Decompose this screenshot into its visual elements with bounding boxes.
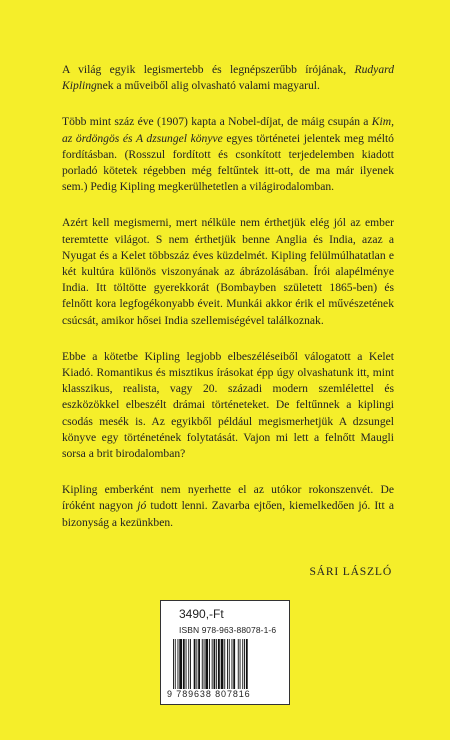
barcode-label <box>160 600 290 705</box>
barcode-bar <box>205 639 208 689</box>
author-name: Rudyard Kipling <box>62 63 394 93</box>
barcode-bar <box>194 639 196 689</box>
barcode-bar <box>238 639 239 689</box>
blurb-paragraph-4: Ebbe a kötetbe Kipling legjobb elbeszéléseiből válogatott a Kelet Kiadó. Romantikus és misztikus írásokat épp úgy olvashatunk itt, mint klasszikus, realista, vagy 20. századi modern szemlélettel és eszközökkel elbeszélt drámai történeteket. De feltűnnek a kiplingi csodás mesék is. Az egyikből például megismerhetjük A dzsungel könyve egy történetének folytatását. Vajon mi lett a felnőtt Maugli sorsa a brit birodalomban? <box>62 349 394 461</box>
barcode-bar <box>178 639 179 689</box>
barcode-bar <box>198 639 200 689</box>
barcode-digits: 9 789638 807816 <box>167 689 251 699</box>
barcode-icon <box>173 639 279 689</box>
book-title-kim: Kim, az ördöngös <box>62 115 394 145</box>
barcode-bar <box>224 639 225 689</box>
barcode-bar <box>173 639 174 689</box>
barcode-bar <box>229 639 230 689</box>
price-label: 3490,-Ft <box>179 607 224 621</box>
barcode-bar <box>188 639 189 689</box>
barcode-bar <box>244 639 245 689</box>
barcode-bar <box>212 639 213 689</box>
barcode-bar <box>214 639 216 689</box>
barcode-bar <box>218 639 220 689</box>
barcode-bar <box>186 639 187 689</box>
author-signature: SÁRI LÁSZLÓ <box>309 565 392 578</box>
barcode-bar <box>232 639 233 689</box>
blurb-p2-text: Több mint száz éve (1907) kapta a Nobel-díjat, de máig csupán a <box>62 115 372 129</box>
barcode-bar <box>242 639 243 689</box>
isbn-number: ISBN 978-963-88078-1-6 <box>179 625 277 635</box>
back-cover-blurb <box>62 62 394 551</box>
barcode-bar <box>190 639 191 689</box>
blurb-paragraph-3: Azért kell megismerni, mert nélküle nem érthetjük elég jól az ember teremtette világot. S nem érthetjük benne Anglia és India, azaz a Nyugat és a Kelet többszáz éves küzdelmét. Kipling felülmúlhatatlan e két kultúra különös viszonyának az ábrázolásában. Írói alapélménye India. Itt töltötte gyerekkorát (Bombayben született 1865-ben) és felnőtt kora legfogékonyabb éveit. Munkái akkor érik el művészetének csúcsát, amikor hősei India szellemiségével találkoznak. <box>62 216 394 327</box>
barcode-bar <box>196 639 197 689</box>
blurb-p5-text-end: tudott lenni. Zavarba ejtően, kiemelkedően jó. Itt a bizonyság a kezünkben. <box>62 499 394 529</box>
blurb-p1-text: A világ egyik legismertebb és legnépszerűbb írójának, <box>62 63 355 76</box>
blurb-paragraph-5 <box>62 482 394 531</box>
blurb-p5-text: Kipling emberként nem nyerhette el az utókor rokonszenvét. De íróként nagyon <box>62 483 394 513</box>
barcode-bar <box>209 639 210 689</box>
blurb-paragraph-1 <box>62 62 394 94</box>
barcode-bar <box>216 639 217 689</box>
barcode-bar <box>227 639 228 689</box>
barcode-bar <box>179 639 182 689</box>
barcode-bar <box>233 639 235 689</box>
book-title-jungle: A dzsungel könyve <box>135 131 223 145</box>
barcode-bar <box>240 639 241 689</box>
barcode-bar <box>221 639 224 689</box>
barcode-bar <box>175 639 176 689</box>
blurb-p2-conjunction: és <box>119 131 136 145</box>
barcode-bar <box>202 639 203 689</box>
blurb-paragraph-2 <box>62 114 394 195</box>
barcode-bar <box>246 639 248 689</box>
emphasis-word: jó <box>137 499 147 513</box>
blurb-p2-text-end: egyes történetei jelentek meg méltó fordításban. (Rosszul fordított és csonkított terjedelemben kiadott porladó kötetek régebben még feltűntek itt-ott, de ma már ilyenek sem.) Pedig Kipling megkerülhetetlen a világirodalomban. <box>62 131 394 194</box>
barcode-bar <box>183 639 185 689</box>
barcode-bar <box>204 639 205 689</box>
blurb-p1-text-end: nek a műveiből alig olvasható valami magyarul. <box>96 79 320 93</box>
